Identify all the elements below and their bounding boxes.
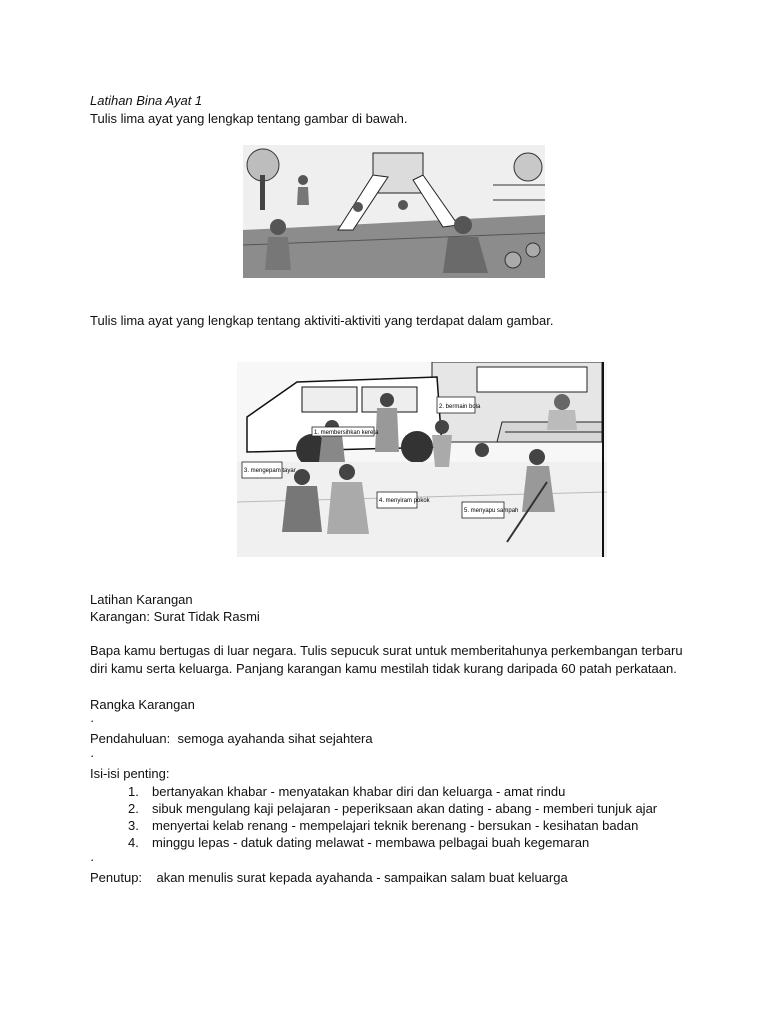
- composition-prompt-line1: Bapa kamu bertugas di luar negara. Tulis sepucuk surat untuk memberitahunya perkembangan terbaru: [90, 643, 683, 658]
- composition-prompt-line2: diri kamu serta keluarga. Panjang karangan kamu mestilah tidak kurang daripada 60 patah perkataan.: [90, 661, 677, 676]
- exercise1-instruction: Tulis lima ayat yang lengkap tentang gambar di bawah.: [90, 111, 408, 126]
- intro-label: Pendahuluan:: [90, 731, 171, 746]
- intro-line: [90, 731, 373, 747]
- point-2-text: sibuk mengulang kaji pelajaran - peperiksaan akan dating - abang - memberi tunjuk ajar: [152, 801, 658, 816]
- closing-text: akan menulis surat kepada ayahanda - sampaikan salam buat keluarga: [156, 870, 568, 885]
- outline-heading: Rangka Karangan: [90, 697, 195, 712]
- point-4: [128, 835, 589, 851]
- closing-label: Penutup:: [90, 870, 143, 885]
- composition-heading: Latihan Karangan: [90, 592, 193, 607]
- body-label: Isi-isi penting:: [90, 766, 170, 781]
- point-4-text: minggu lepas - datuk dating melawat - membawa pelbagai buah kegemaran: [152, 835, 590, 850]
- point-2-num: 2.: [128, 801, 139, 816]
- exercise1-title: Latihan Bina Ayat 1: [90, 93, 203, 108]
- intro-text: semoga ayahanda sihat sejahtera: [177, 731, 373, 746]
- label-membersihkan-kereta: 1. membersihkan kereta: [314, 430, 379, 436]
- point-3-text: menyertai kelab renang - mempelajari teknik berenang - bersukan - kesihatan badan: [152, 818, 639, 833]
- point-3-num: 3.: [128, 818, 139, 833]
- label-menyapu-sampah: 5. menyapu sampah: [464, 508, 519, 514]
- point-1: [128, 784, 565, 800]
- point-2: [128, 801, 657, 817]
- bullet-3: ·: [90, 852, 95, 867]
- label-menyiram-pokok: 4. menyiram pokok: [379, 498, 430, 504]
- label-bermain-bola: 2. bermain bola: [439, 404, 481, 410]
- point-3: [128, 818, 638, 834]
- bullet-1: ·: [90, 713, 95, 728]
- point-4-num: 4.: [128, 835, 139, 850]
- closing-line: [90, 870, 568, 886]
- point-1-text: bertanyakan khabar - menyatakan khabar diri dan keluarga - amat rindu: [152, 784, 566, 799]
- label-mengepam-tayar: 3. mengepam tayar: [244, 468, 296, 474]
- exercise2-instruction: Tulis lima ayat yang lengkap tentang aktiviti-aktiviti yang terdapat dalam gambar.: [90, 313, 554, 328]
- playground-illustration: [243, 145, 545, 278]
- composition-type: Karangan: Surat Tidak Rasmi: [90, 609, 260, 624]
- point-1-num: 1.: [128, 784, 139, 799]
- bullet-2: ·: [90, 748, 95, 763]
- activities-illustration: [237, 362, 607, 557]
